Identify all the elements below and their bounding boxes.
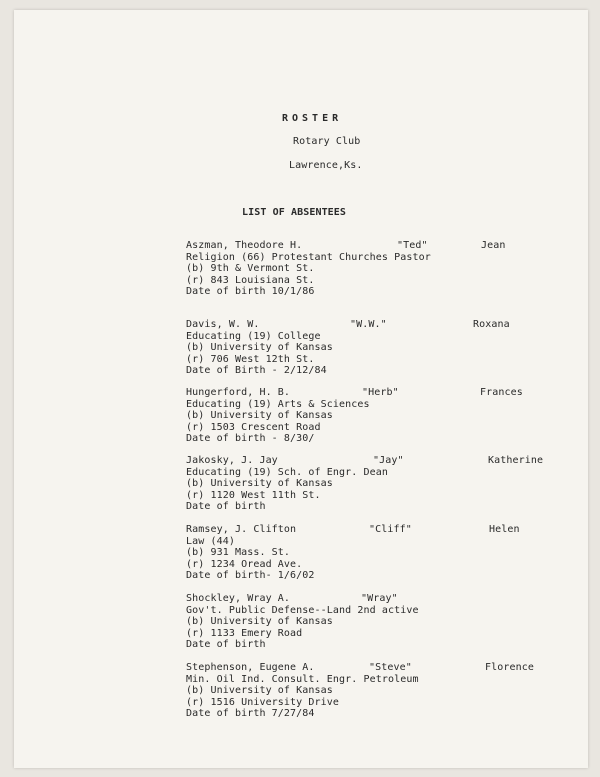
member-nickname: "Steve" xyxy=(369,662,412,673)
member-residence-address: (r) 1133 Emery Road xyxy=(186,627,303,639)
member-business-address: (b) 931 Mass. St. xyxy=(186,547,291,559)
member-residence-address: (r) 1120 West 11th St. xyxy=(186,489,321,501)
member-classification: Gov't. Public Defense--Land 2nd active xyxy=(186,604,419,616)
list-heading: LIST OF ABSENTEES xyxy=(242,207,347,218)
member-birth-date: Date of birth xyxy=(186,639,266,651)
member-birth-date: Date of Birth - 2/12/84 xyxy=(186,365,327,377)
member-nickname: "W.W." xyxy=(350,319,387,330)
member-residence-address: (r) 1234 Oread Ave. xyxy=(186,558,303,570)
member-birth-date: Date of birth 10/1/86 xyxy=(186,286,315,298)
member-name: Ramsey, J. Clifton xyxy=(186,524,297,535)
member-classification: Law (44) xyxy=(186,535,235,547)
member-spouse: Katherine xyxy=(488,455,544,466)
member-birth-date: Date of birth 7/27/84 xyxy=(186,708,315,720)
member-name: Davis, W. W. xyxy=(186,319,260,330)
member-entry xyxy=(186,240,546,298)
member-entry xyxy=(186,455,546,513)
roster-title: ROSTER xyxy=(282,113,343,124)
member-entry xyxy=(186,524,546,582)
member-nickname: "Wray" xyxy=(361,593,398,604)
member-business-address: (b) University of Kansas xyxy=(186,342,333,354)
member-classification: Educating (19) College xyxy=(186,330,321,342)
member-residence-address: (r) 706 West 12th St. xyxy=(186,353,315,365)
member-business-address: (b) University of Kansas xyxy=(186,685,333,697)
document-page xyxy=(14,10,588,768)
member-spouse: Roxana xyxy=(473,319,510,330)
member-entry xyxy=(186,319,546,377)
member-nickname: "Ted" xyxy=(397,240,428,251)
member-birth-date: Date of birth - 8/30/ xyxy=(186,433,315,445)
member-spouse: Jean xyxy=(481,240,506,251)
member-business-address: (b) University of Kansas xyxy=(186,410,333,422)
member-name: Stephenson, Eugene A. xyxy=(186,662,315,673)
member-classification: Min. Oil Ind. Consult. Engr. Petroleum xyxy=(186,673,419,685)
member-classification: Religion (66) Protestant Churches Pastor xyxy=(186,251,431,263)
member-spouse: Florence xyxy=(485,662,534,673)
member-nickname: "Herb" xyxy=(362,387,399,398)
member-name: Shockley, Wray A. xyxy=(186,593,291,604)
member-birth-date: Date of birth xyxy=(186,501,266,513)
member-business-address: (b) 9th & Vermont St. xyxy=(186,263,315,275)
member-classification: Educating (19) Arts & Sciences xyxy=(186,398,370,410)
member-nickname: "Jay" xyxy=(373,455,404,466)
member-business-address: (b) University of Kansas xyxy=(186,478,333,490)
member-spouse: Frances xyxy=(480,387,523,398)
member-name: Hungerford, H. B. xyxy=(186,387,291,398)
club-city: Lawrence,Ks. xyxy=(289,160,363,171)
member-business-address: (b) University of Kansas xyxy=(186,616,333,628)
member-name: Aszman, Theodore H. xyxy=(186,240,303,251)
member-nickname: "Cliff" xyxy=(369,524,412,535)
member-spouse: Helen xyxy=(489,524,520,535)
member-classification: Educating (19) Sch. of Engr. Dean xyxy=(186,466,388,478)
member-residence-address: (r) 843 Louisiana St. xyxy=(186,274,315,286)
member-name: Jakosky, J. Jay xyxy=(186,455,278,466)
club-name: Rotary Club xyxy=(293,136,361,147)
member-entry xyxy=(186,387,546,445)
member-residence-address: (r) 1503 Crescent Road xyxy=(186,421,321,433)
member-entry xyxy=(186,662,546,720)
member-residence-address: (r) 1516 University Drive xyxy=(186,696,340,708)
member-birth-date: Date of birth- 1/6/02 xyxy=(186,570,315,582)
member-entry xyxy=(186,593,546,651)
